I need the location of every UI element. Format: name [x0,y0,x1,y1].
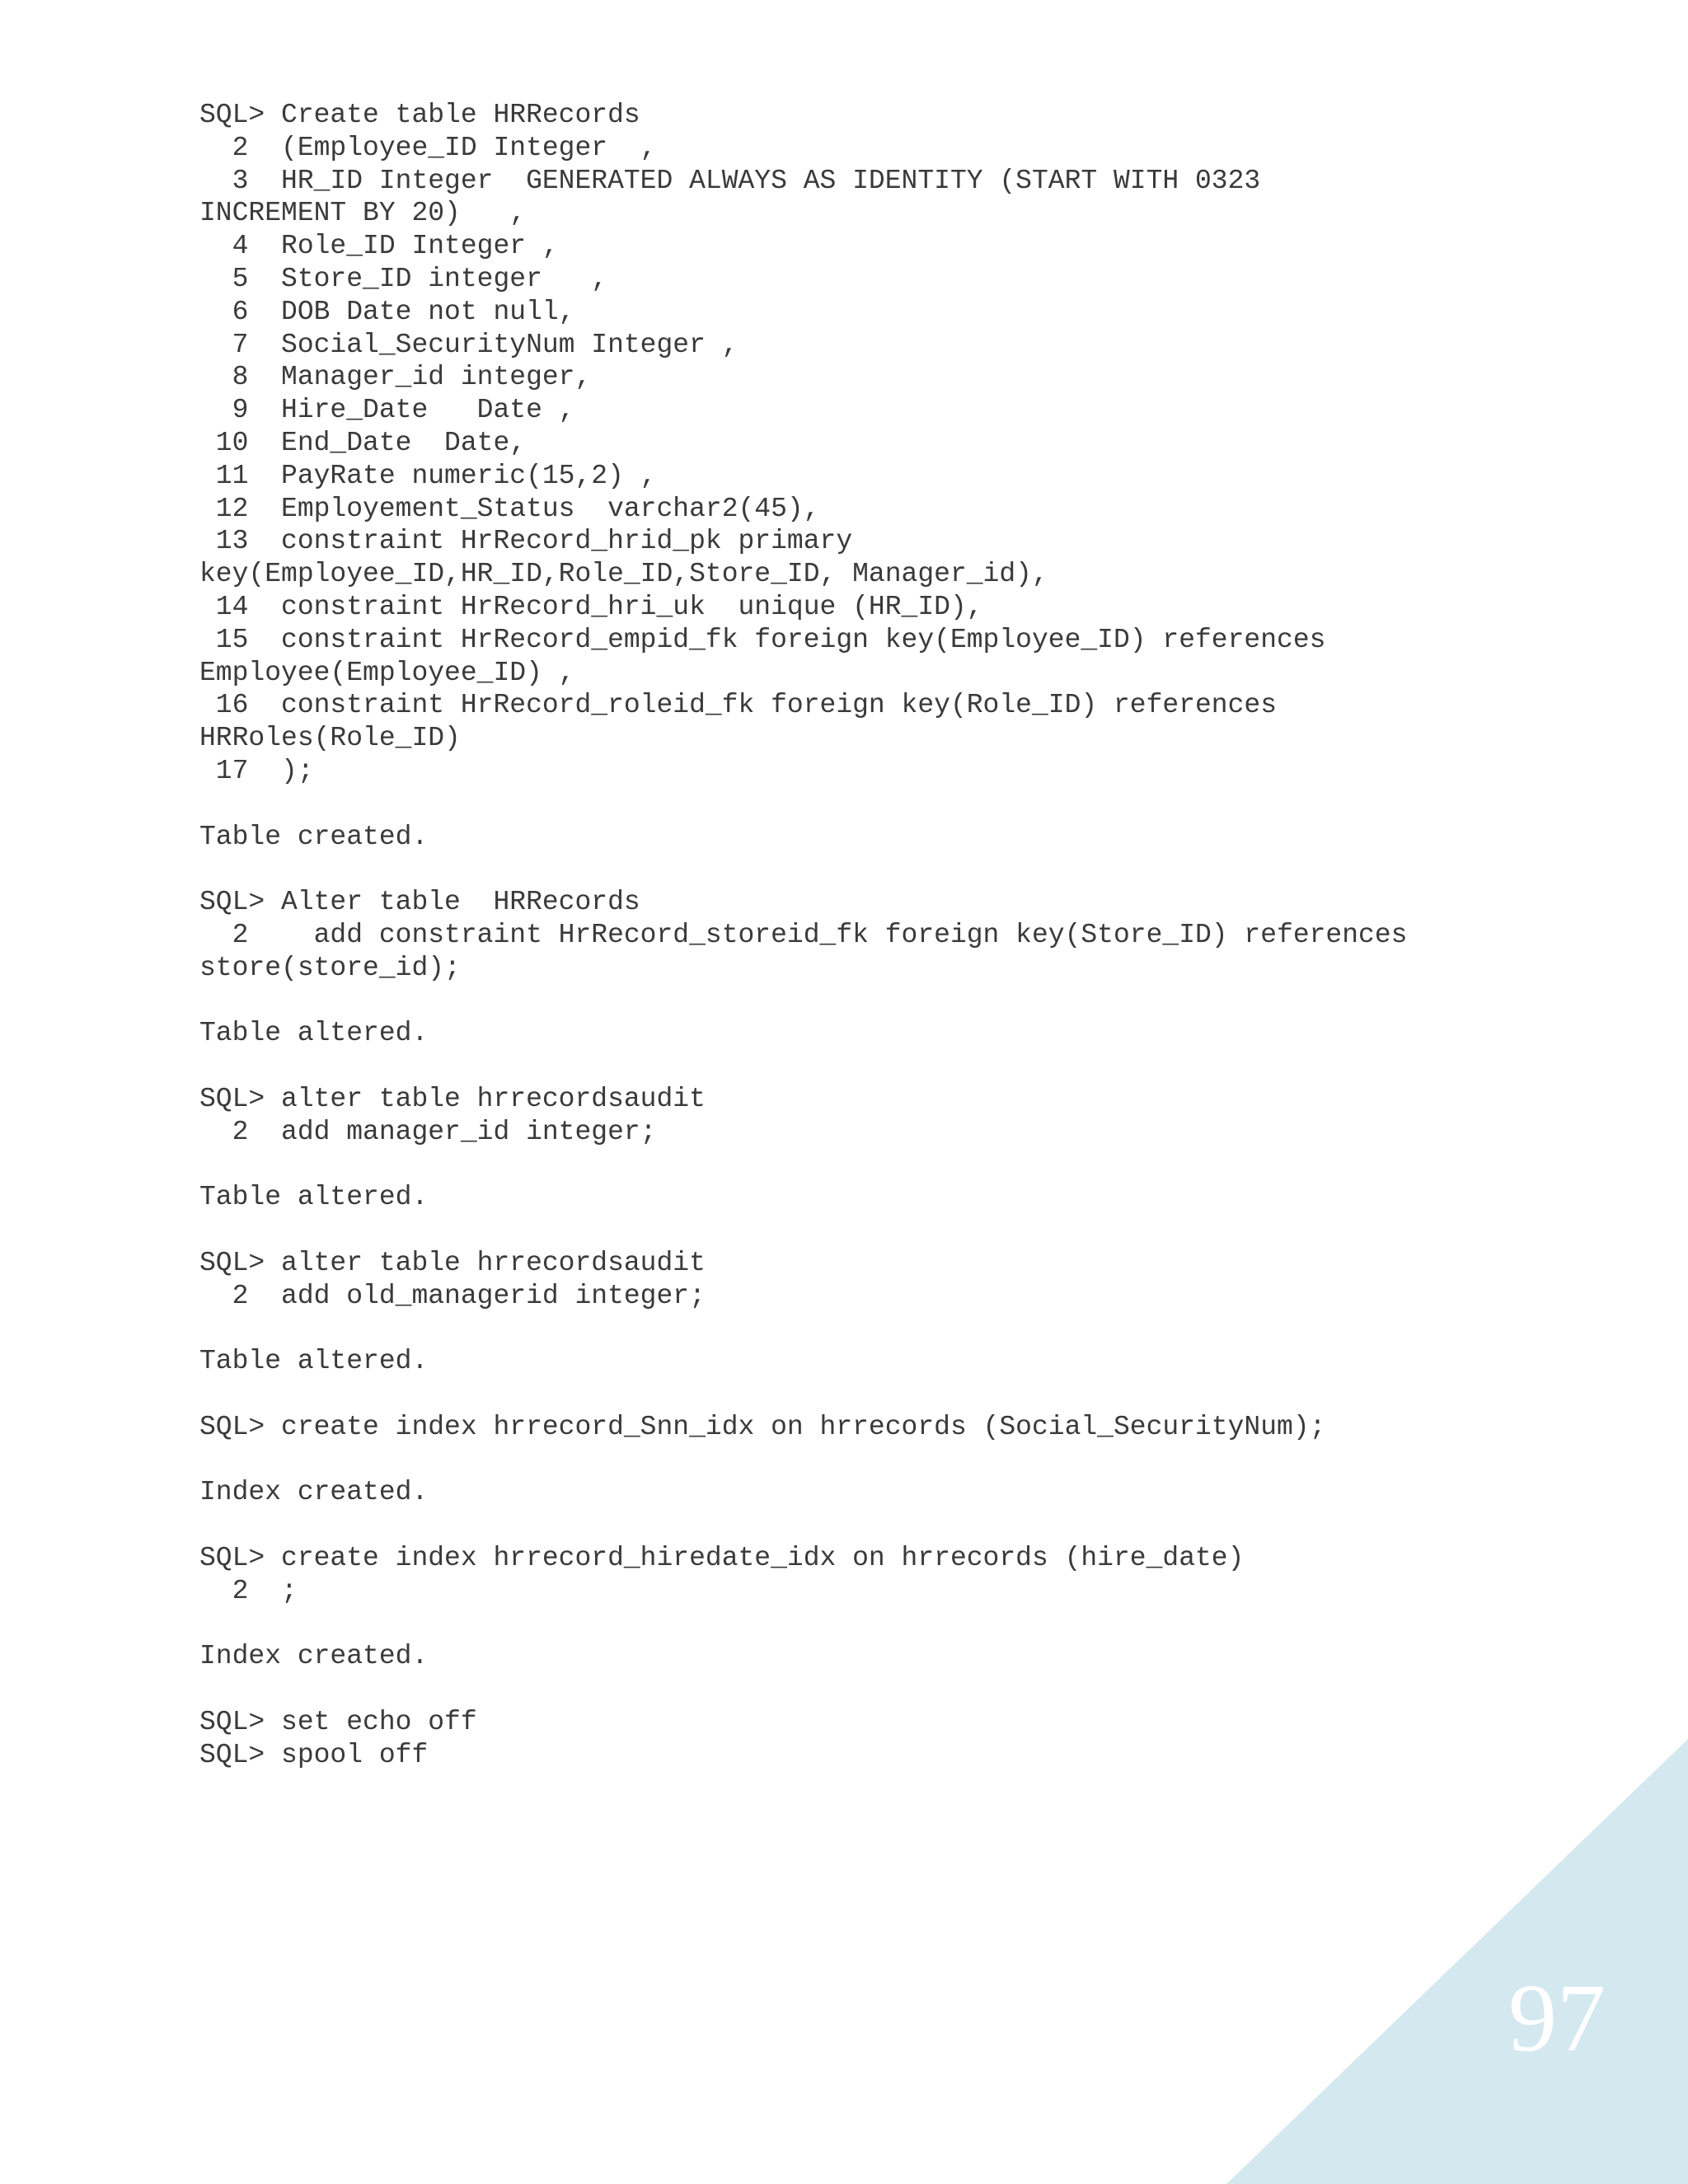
code-line: Table altered. [199,1018,429,1049]
code-line [199,985,1407,1018]
code-line [199,1312,1407,1345]
code-line: 11 PayRate numeric(15,2) , [199,460,657,491]
code-line: SQL> set echo off [199,1707,477,1738]
code-line: SQL> create index hrrecord_Snn_idx on hrrecords (Social_SecurityNum); [199,1411,1326,1442]
code-line [199,1673,1407,1706]
code-line: 5 Store_ID integer , [199,263,608,294]
code-line: HRRoles(Role_ID) [199,723,461,754]
code-line [199,1214,1407,1247]
code-line: 15 constraint HrRecord_empid_fk foreign key(Employee_ID) references [199,624,1326,655]
code-line: Table altered. [199,1346,429,1377]
code-line: Table created. [199,821,429,852]
code-line: 13 constraint HrRecord_hrid_pk primary [199,526,853,557]
code-line: 2 ; [199,1575,298,1606]
code-line: SQL> alter table hrrecordsaudit [199,1247,706,1278]
page-number: 97 [1508,1964,1606,2072]
code-line: 17 ); [199,755,314,786]
code-line [199,1149,1407,1182]
code-line: 2 (Employee_ID Integer , [199,132,657,163]
code-line: 16 constraint HrRecord_roleid_fk foreign key(Role_ID) references [199,690,1278,721]
code-line: INCREMENT BY 20) , [199,198,527,229]
code-line: key(Employee_ID,HR_ID,Role_ID,Store_ID, Manager_id), [199,559,1048,590]
code-line: 2 add constraint HrRecord_storeid_fk foreign key(Store_ID) references [199,919,1408,950]
code-line: 2 add old_managerid integer; [199,1280,706,1311]
code-line: SQL> create index hrrecord_hiredate_idx on hrrecords (hire_date) [199,1543,1245,1574]
code-line [199,1608,1407,1641]
code-line: SQL> alter table hrrecordsaudit [199,1083,706,1114]
code-line: store(store_id); [199,952,461,983]
code-line: SQL> Create table HRRecords [199,100,640,130]
code-line: 2 add manager_id integer; [199,1116,657,1147]
code-line: 7 Social_SecurityNum Integer , [199,329,738,360]
corner-triangle-shape [1226,1739,1688,2184]
corner-decoration [1226,1739,1688,2184]
code-line [199,853,1407,886]
code-line [199,788,1407,821]
code-line: SQL> spool off [199,1739,429,1770]
code-line: 6 DOB Date not null, [199,296,575,327]
code-line: 8 Manager_id integer, [199,362,592,393]
code-line [199,1378,1407,1411]
code-line: Table altered. [199,1182,429,1213]
code-line: Employee(Employee_ID) , [199,657,575,688]
code-line: 14 constraint HrRecord_hri_uk unique (HR_ID), [199,591,983,622]
code-line [199,1050,1407,1083]
code-line [199,1509,1407,1542]
code-line: Index created. [199,1477,429,1508]
code-line: 12 Employement_Status varchar2(45), [199,493,820,524]
code-line: 9 Hire_Date Date , [199,395,575,426]
code-line [199,1444,1407,1477]
code-line: 10 End_Date Date, [199,427,527,458]
code-line: 4 Role_ID Integer , [199,231,559,262]
code-line: 3 HR_ID Integer GENERATED ALWAYS AS IDENTITY (START WITH 0323 [199,165,1261,196]
code-line: Index created. [199,1641,429,1672]
sql-session-transcript [199,99,1407,1772]
code-line: SQL> Alter table HRRecords [199,887,640,918]
